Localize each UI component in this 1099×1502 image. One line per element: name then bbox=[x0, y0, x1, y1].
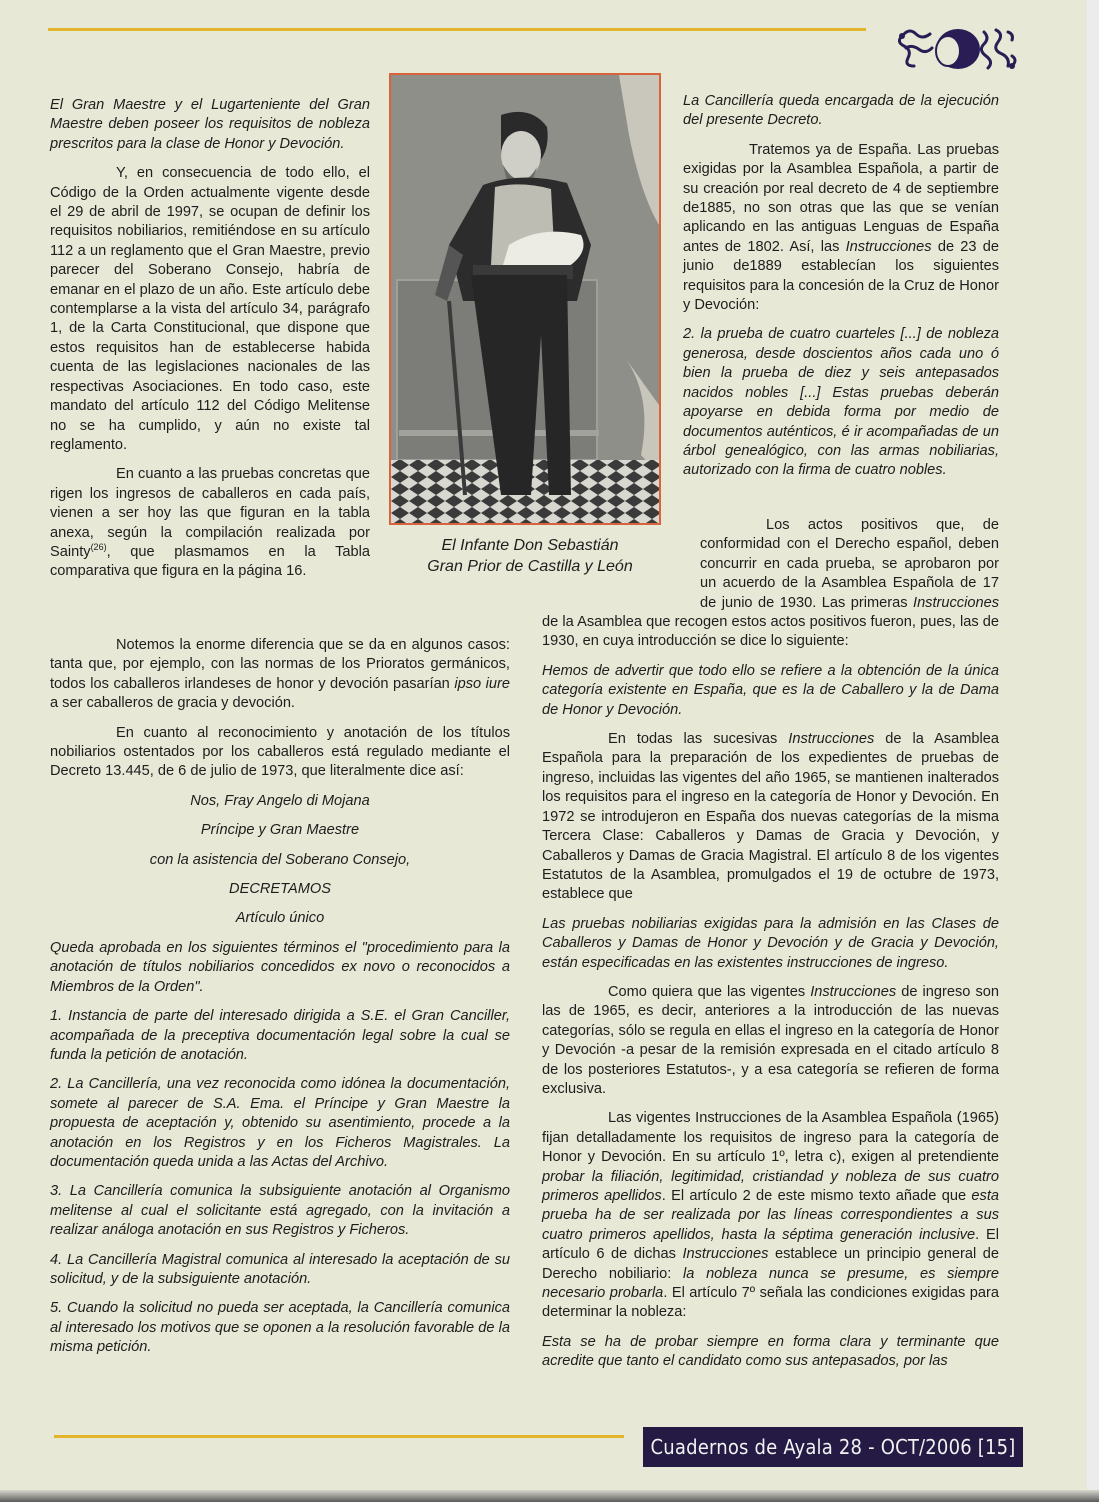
ayala-logo-icon bbox=[892, 22, 1022, 72]
decree-line: Príncipe y Gran Maestre bbox=[200, 822, 360, 839]
decree-intro: Queda aprobada en los siguientes términos el "procedimiento para la anotación de títulos nobiliarios concedidos ex novo o reconocidos a Miembros de la Orden". bbox=[50, 939, 510, 995]
text: . El artículo 7º señala las condiciones exigidas para determinar la nobleza: bbox=[542, 1285, 999, 1321]
text: de ingreso son las de 1965, es decir, anteriores a la introducción de las nuevas categorías, sólo se regula en ellas el ingreso en la categoría de Honor y Devoción -a pesar de la remisión expresada en el citado artículo 8 de los posteriores Estatutos-, y a esa categoría se refieren de forma exclusiva. bbox=[542, 983, 999, 1097]
italic-text: Instrucciones bbox=[810, 983, 897, 1000]
right-column-main bbox=[542, 516, 999, 1382]
paragraph bbox=[50, 636, 510, 714]
text: En cuanto a las pruebas concretas que rigen los ingresos de caballeros en cada país, vienen a ser hoy las que figuran en la tabla anexa, según la compilación realizada por Sainty bbox=[50, 466, 370, 560]
paragraph bbox=[542, 983, 999, 1099]
italic-text: Instrucciones bbox=[913, 594, 999, 611]
paragraph: En cuanto al reconocimiento y anotación de los títulos nobiliarios ostentados por los caballeros está regulado mediante el Decreto 13.445, de 6 de julio de 1973, que literalmente dice así: bbox=[50, 724, 510, 780]
left-column-top bbox=[50, 96, 370, 592]
caption-line-1: El Infante Don Sebastián bbox=[441, 537, 619, 554]
text: Como quiera que las vigentes bbox=[608, 983, 811, 1000]
paragraph: La Cancillería queda encargada de la ejecución del presente Decreto. bbox=[683, 93, 999, 129]
text: , que plasmamos en la Tabla comparativa que figura en la página 16. bbox=[50, 543, 370, 580]
text: Los actos positivos que, de conformidad con el Derecho español, deben concurrir en cada prueba, se aprobaron por un acuerdo de la Asamblea Española de 17 de junio de 1930. Las primeras bbox=[700, 517, 999, 611]
quote: Esta se ha de probar siempre en forma clara y terminante que acredite que tanto el candidato como sus antepasados, por las bbox=[542, 1333, 999, 1370]
text: Las vigentes Instrucciones de la Asamblea Española (1965) fijan detalladamente los requisitos de ingreso para la categoría de Honor y Devoción. En su artículo 1º, letra c), exigen al pretendiente bbox=[542, 1110, 999, 1166]
footer-rule bbox=[54, 1435, 624, 1438]
paragraph bbox=[542, 730, 999, 905]
text: establece un principio general de Derecho nobiliario: bbox=[542, 1246, 999, 1282]
text: de la Asamblea Española para la preparación de los expedientes de pruebas de ingreso, incluidas las vigentes del año 1965, se mantienen inalterados los requisitos para el ingreso en la categoría de Honor y Devoción. En 1972 se introdujeron en España dos nuevas categorías de la misma Tercera Clase: Caballeros y Damas de Gracia y Devoción, y Caballeros y Damas de Gracia Magistral. El artículo 8 de los vigentes Estatutos de la Asamblea, promulgados el 19 de octubre de 1973, establece que bbox=[542, 731, 999, 903]
italic-text: esta prueba ha de ser realizada por las líneas correspondientes a sus cuatro primeros apellidos, hasta la séptima generación inclusive bbox=[542, 1188, 999, 1243]
scan-edge-right bbox=[1087, 0, 1099, 1502]
decree-item: 2. La Cancillería, una vez reconocida como idónea la documentación, somete al parecer de S.A. Ema. el Príncipe y Gran Maestre la propuesta de aceptación y, obtenido su asentimiento, procede a la anotación en los Registros y en los Ficheros Magistrales. La documentación queda unida a las Actas del Archivo. bbox=[50, 1076, 510, 1170]
decree-line: Nos, Fray Angelo di Mojana bbox=[190, 792, 370, 809]
caption-line-2: Gran Prior de Castilla y León bbox=[427, 558, 633, 575]
decree-item: 3. La Cancillería comunica la subsiguiente anotación al Organismo melitense al cual el solicitante está agregado, con la invitación a realizar análoga anotación en sus Registros y Ficheros. bbox=[50, 1183, 510, 1239]
text: . El artículo 6 de dichas bbox=[542, 1226, 999, 1263]
portrait-illustration bbox=[391, 75, 659, 523]
decree-item: 5. Cuando la solicitud no pueda ser aceptada, la Cancillería comunica al interesado los motivos que se oponen a la resolución favorable de la misma petición. bbox=[50, 1300, 510, 1356]
italic-text: la nobleza nunca se presume, es siempre necesario probarla bbox=[542, 1265, 999, 1302]
quote: Hemos de advertir que todo ello se refiere a la obtención de la única categoría existente en España, que es la de Caballero y la de Dama de Honor y Devoción. bbox=[542, 662, 999, 718]
paragraph: El Gran Maestre y el Lugarteniente del Gran Maestre deben poseer los requisitos de nobleza prescritos para la clase de Honor y Devoción. bbox=[50, 97, 370, 152]
text: a ser caballeros de gracia y devoción. bbox=[50, 695, 295, 712]
text: de la Asamblea que recogen estos actos positivos fueron, pues, las de 1930, en cuya introducción se dice lo siguiente: bbox=[542, 614, 999, 650]
quote: 2. la prueba de cuatro cuarteles [...] de nobleza generosa, desde doscientos años cada uno ó bien la prueba de diez y seis antepasados nacidos nobles [...] Estas pruebas deberán apoyarse en debida forma por medio de documentos auténticos, é ir acompañadas de un árbol genealógico, con las armas nobiliarias, autorizado con la firma de cuatro nobles. bbox=[683, 326, 999, 479]
caption-spacer bbox=[542, 516, 700, 604]
scan-edge-bottom bbox=[0, 1490, 1099, 1502]
text: Tratemos ya de España. Las pruebas exigidas por la Asamblea Española, a partir de su creación por real decreto de 4 de septiembre de1885, no son otras que las que se venían aplicando en las antiguas Lenguas de España antes de 1802. Así, las bbox=[683, 141, 999, 255]
quote: Las pruebas nobiliarias exigidas para la admisión en las Clases de Caballeros y Damas de Honor y Devoción y de Gracia y Devoción, están especificadas en las existentes instrucciones de ingreso. bbox=[542, 915, 999, 971]
text: Notemos la enorme diferencia que se da en algunos casos: tanta que, por ejemplo, con las normas de los Prioratos germánicos, todos los caballeros irlandeses de honor y devoción pasarían bbox=[50, 637, 510, 692]
italic-text: Instrucciones bbox=[682, 1246, 769, 1263]
decree-line: Artículo único bbox=[235, 910, 325, 927]
paragraph bbox=[683, 141, 999, 316]
text: En todas las sucesivas bbox=[608, 731, 789, 748]
decree-line: con la asistencia del Soberano Consejo, bbox=[149, 851, 411, 868]
publication-badge: Cuadernos de Ayala 28 - OCT/2006 [15] bbox=[643, 1427, 1023, 1467]
italic-text: Instrucciones bbox=[845, 238, 932, 255]
left-column-bottom bbox=[50, 636, 510, 1368]
paragraph bbox=[50, 465, 370, 581]
footnote-ref: (26) bbox=[90, 542, 107, 553]
portrait-photo bbox=[389, 73, 661, 525]
italic-text: Instrucciones bbox=[788, 731, 875, 748]
text: de 23 de junio de1889 establecían los siguientes requisitos para la concesión de la Cruz de Honor y Devoción: bbox=[683, 238, 999, 314]
decree-item: 1. Instancia de parte del interesado dirigida a S.E. el Gran Canciller, acompañada de la preceptiva documentación legal sobre la cual se funda la petición de anotación. bbox=[50, 1008, 510, 1063]
text: . El artículo 2 de este mismo texto añade que bbox=[661, 1188, 972, 1204]
paragraph: Y, en consecuencia de todo ello, el Código de la Orden actualmente vigente desde el 29 de abril de 1997, se ocupan de definir los requisitos nobiliarios, remitiéndose en su artículo 112 a un reglamento que el Gran Maestre, previo parecer del Soberano Consejo, habría de emanar en el plazo de un año. Este artículo debe contemplarse a la vista del artículo 34, parágrafo 1, de la Carta Constitucional, que dispone que estos requisitos han de establecerse habida cuenta de las legislaciones nacionales de las respectivas Asociaciones. En todo caso, este mandato del artículo 112 del Código Melitense no se ha cumplido, y aún no existe tal reglamento. bbox=[50, 165, 370, 453]
decree-item: 4. La Cancillería Magistral comunica al interesado la aceptación de su solicitud, y de la subsiguiente anotación. bbox=[50, 1251, 510, 1287]
decree-line: DECRETAMOS bbox=[229, 881, 331, 898]
paragraph bbox=[542, 1109, 999, 1322]
right-column-top bbox=[683, 92, 999, 491]
italic-text: ipso iure bbox=[454, 675, 510, 692]
italic-text: probar la filiación, legitimidad, cristiandad y nobleza de sus cuatro primeros apellidos bbox=[542, 1168, 999, 1204]
header-rule bbox=[48, 28, 866, 31]
